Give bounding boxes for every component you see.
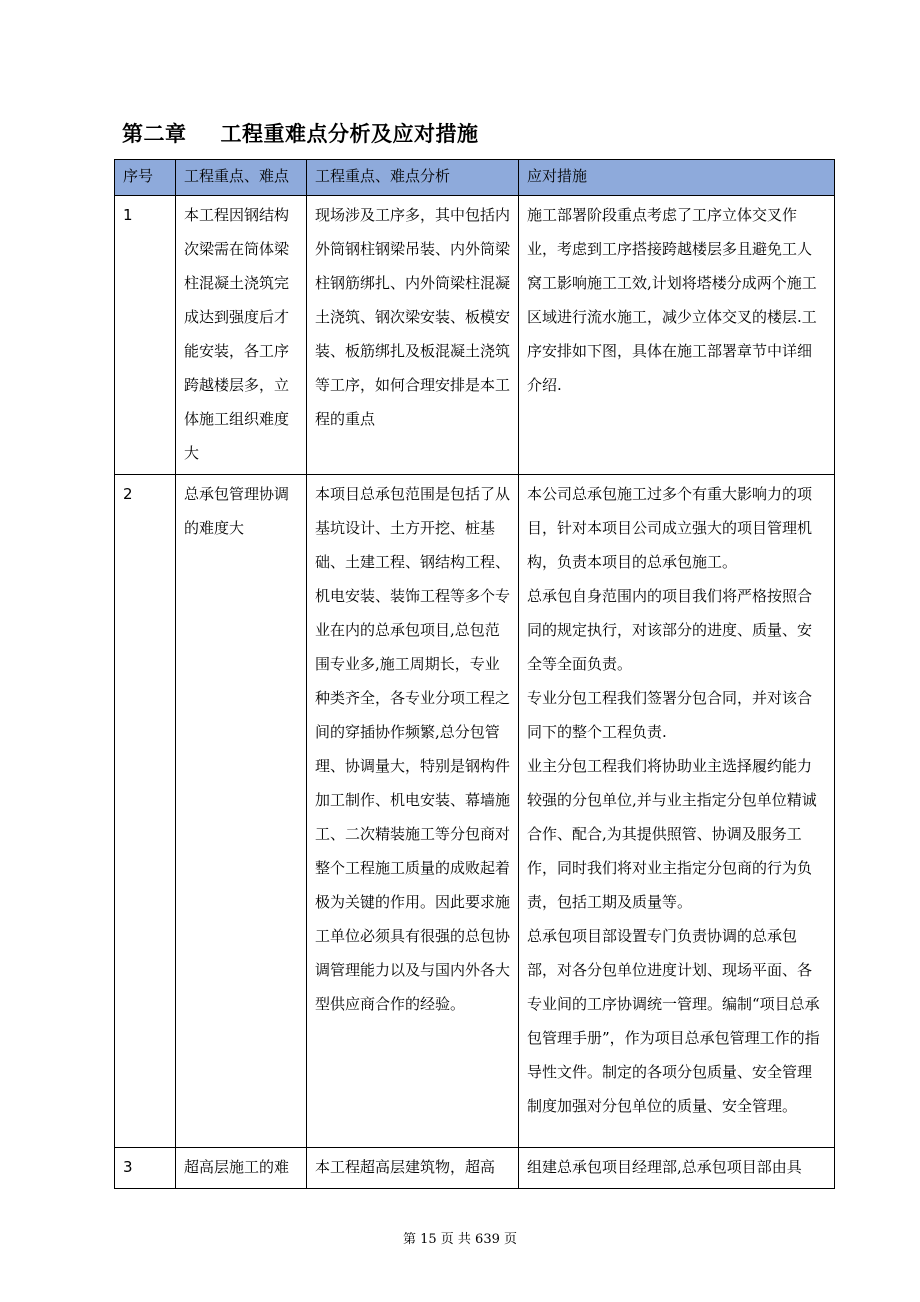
row-measures bbox=[519, 1148, 835, 1189]
table-row bbox=[115, 196, 835, 475]
measure-paragraph: 专业分包工程我们签署分包合同，并对该合同下的整个工程负责. bbox=[527, 689, 813, 741]
header-analysis: 工程重点、难点分析 bbox=[307, 160, 519, 196]
page-footer: 第 15 页 共 639 页 bbox=[402, 1232, 518, 1247]
point-text: 总承包管理协调的难度大 bbox=[184, 485, 290, 537]
page-title bbox=[122, 118, 479, 148]
measure-paragraph: 施工部署阶段重点考虑了工序立体交叉作业，考虑到工序搭接跨越楼层多且避免工人窝工影响施工工效,计划将塔楼分成两个施工区域进行流水施工，减少立体交叉的楼层.工序安排如下图，具体在施工部署章节中详细介绍. bbox=[527, 206, 817, 394]
table-header-row bbox=[115, 160, 835, 196]
row-point bbox=[176, 1148, 307, 1189]
measure-paragraph: 业主分包工程我们将协助业主选择履约能力较强的分包单位,并与业主指定分包单位精诚合作、配合,为其提供照管、协调及服务工作，同时我们将对业主指定分包商的行为负责，包括工期及质量等。 bbox=[527, 757, 817, 911]
row-seq: 2 bbox=[115, 475, 176, 1148]
row-seq: 3 bbox=[115, 1148, 176, 1189]
point-text: 超高层施工的难 bbox=[184, 1158, 290, 1176]
measure-paragraph: 总承包项目部设置专门负责协调的总承包部，对各分包单位进度计划、现场平面、各专业间的工序协调统一管理。编制“项目总承包管理手册”，作为项目总承包管理工作的指导性文件。制定的各项分包质量、安全管理制度加强对分包单位的质量、安全管理。 bbox=[527, 927, 820, 1115]
row-measures bbox=[519, 196, 835, 475]
row-seq: 1 bbox=[115, 196, 176, 475]
table-row bbox=[115, 475, 835, 1148]
table-row bbox=[115, 1148, 835, 1189]
header-point: 工程重点、难点 bbox=[176, 160, 307, 196]
row-analysis bbox=[307, 1148, 519, 1189]
analysis-text: 本工程超高层建筑物，超高 bbox=[315, 1158, 496, 1176]
row-analysis bbox=[307, 475, 519, 1148]
row-measures bbox=[519, 475, 835, 1148]
row-analysis bbox=[307, 196, 519, 475]
row-point bbox=[176, 475, 307, 1148]
analysis-text: 本项目总承包范围是包括了从基坑设计、土方开挖、桩基础、土建工程、钢结构工程、机电安装、装饰工程等多个专业在内的总承包项目,总包范围专业多,施工周期长，专业种类齐全，各专业分项工程之间的穿插协作频繁,总分包管理、协调量大，特别是钢构件加工制作、机电安装、幕墙施工、二次精装施工等分包商对整个工程施工质量的成败起着极为关键的作用。因此要求施工单位必须具有很强的总包协调管理能力以及与国内外各大型供应商合作的经验。 bbox=[315, 485, 511, 1013]
measure-paragraph: 本公司总承包施工过多个有重大影响力的项目，针对本项目公司成立强大的项目管理机构，负责本项目的总承包施工。 bbox=[527, 485, 813, 571]
measure-paragraph: 组建总承包项目经理部,总承包项目部由具 bbox=[527, 1158, 802, 1176]
chapter-title: 工程重难点分析及应对措施 bbox=[220, 122, 479, 146]
chapter-number: 第二章 bbox=[122, 122, 187, 146]
point-text: 本工程因钢结构次梁需在筒体梁柱混凝土浇筑完成达到强度后才能安装，各工序跨越楼层多，立体施工组织难度大 bbox=[184, 206, 290, 462]
row-point bbox=[176, 196, 307, 475]
header-measures: 应对措施 bbox=[519, 160, 835, 196]
difficulty-table bbox=[114, 159, 835, 1189]
header-seq: 序号 bbox=[115, 160, 176, 196]
analysis-text: 现场涉及工序多，其中包括内外筒钢柱钢梁吊装、内外筒梁柱钢筋绑扎、内外筒梁柱混凝土浇筑、钢次梁安装、板模安装、板筋绑扎及板混凝土浇筑等工序，如何合理安排是本工程的重点 bbox=[315, 206, 511, 428]
measure-paragraph: 总承包自身范围内的项目我们将严格按照合同的规定执行，对该部分的进度、质量、安全等全面负责。 bbox=[527, 587, 813, 673]
